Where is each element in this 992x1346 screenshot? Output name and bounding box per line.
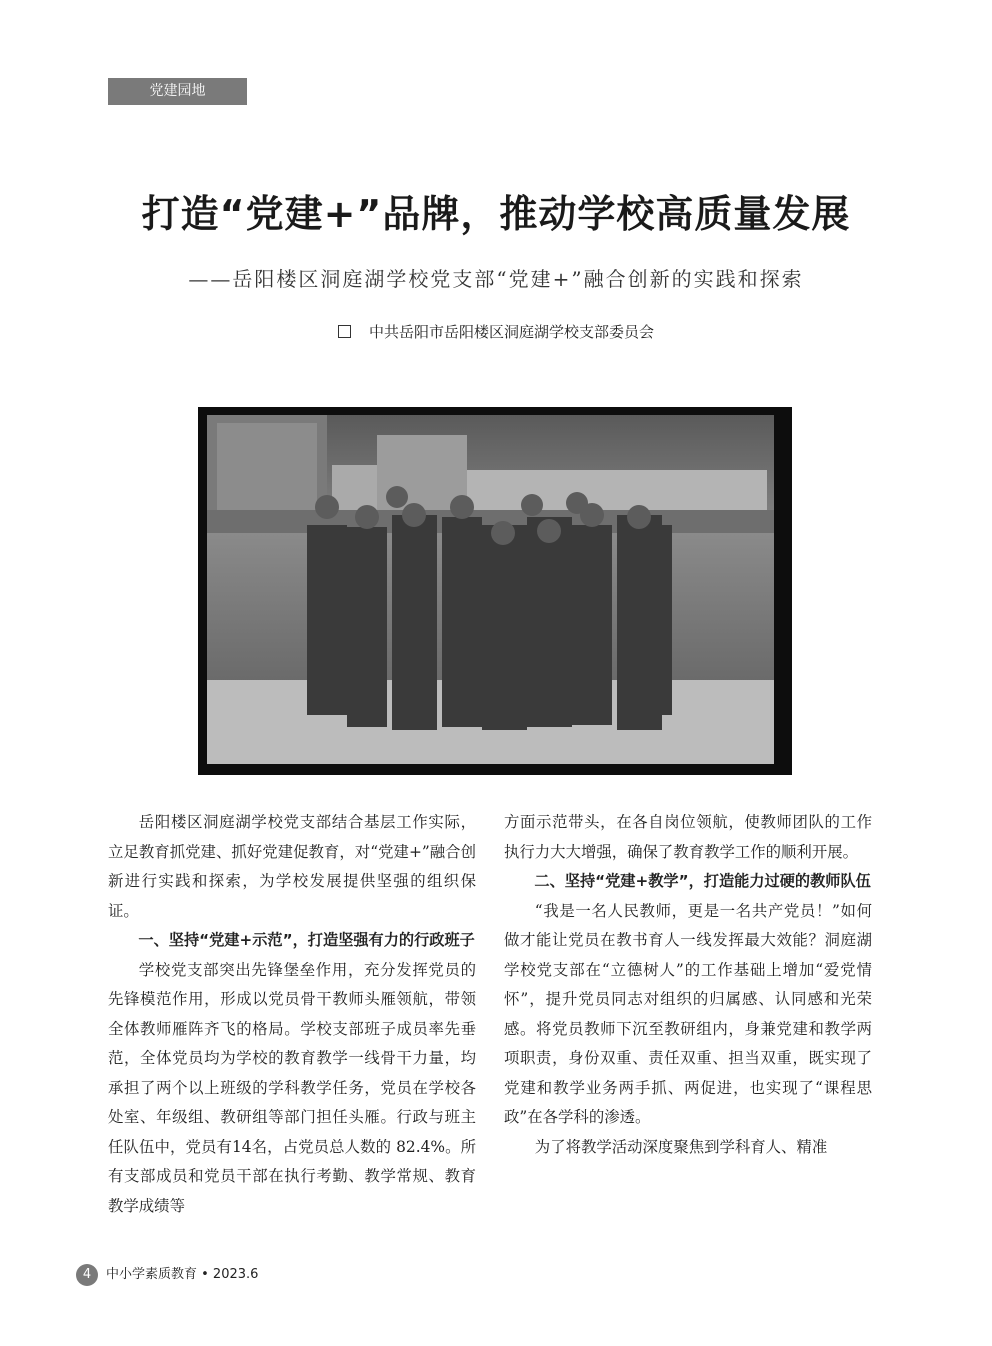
article-title: 打造“党建+”品牌，推动学校高质量发展 [141, 192, 851, 236]
photo-frame [198, 407, 792, 775]
group-photo [207, 415, 774, 764]
article-subtitle: ——岳阳楼区洞庭湖学校党支部“党建+”融合创新的实践和探索 [188, 267, 804, 291]
section-tag: 党建园地 [108, 78, 247, 105]
paragraph: 为了将教学活动深度聚焦到学科育人、精准 [534, 1137, 828, 1156]
author-name: 中共岳阳市岳阳楼区洞庭湖学校支部委员会 [368, 323, 654, 341]
paragraph: 学校党支部突出先锋堡垒作用，充分发挥党员的先锋模范作用，形成以党员骨干教师头雁领航，带领全体教师雁阵齐飞的格局。学校支部班子成员率先垂范，全体党员均为学校的教育教学一线骨干力量，均承担了两个以上班级的学科教学任务，党员在学校各处室、年级组、教研组等部门担任头雁。行政与班主任队伍中，党员有14名，占党员总人数的 82.4%。所有支部成员和党员干部在执行考勤、教学常规、教育教学成绩等 [108, 960, 476, 1215]
paragraph: 方面示范带头，在各自岗位领航，使教师团队的工作执行力大大增强，确保了教育教学工作的顺利开展。 [504, 813, 872, 861]
paragraph: “我是一名人民教师，更是一名共产党员！”如何做才能让党员在教书育人一线发挥最大效能？洞庭湖学校党支部在“立德树人”的工作基础上增加“爱党情怀”，提升党员同志对组织的归属感、认同感和光荣感。将党员教师下沉至教研组内，身兼党建和教学两项职责，身份双重、责任双重、担当双重，既实现了党建和教学业务两手抓、两促进，也实现了“课程思政”在各学科的渗透。 [504, 901, 872, 1126]
section-heading-2: 二、坚持“党建+教学”，打造能力过硬的教师队伍 [534, 872, 871, 890]
journal-name: 中小学素质教育 • 2023.6 [106, 1267, 259, 1282]
right-column [504, 808, 872, 1162]
section-heading-1: 一、坚持“党建+示范”，打造坚强有力的行政班子 [138, 931, 475, 949]
group-photo-illustration [207, 415, 774, 764]
page-footer [76, 1263, 258, 1286]
left-column [108, 808, 476, 1221]
author-line [0, 321, 992, 342]
page-number: 4 [76, 1264, 98, 1286]
paragraph: 岳阳楼区洞庭湖学校党支部结合基层工作实际，立足教育抓党建、抓好党建促教育，对“党建+”融合创新进行实践和探索，为学校发展提供坚强的组织保证。 [108, 813, 476, 920]
square-icon [338, 325, 351, 338]
